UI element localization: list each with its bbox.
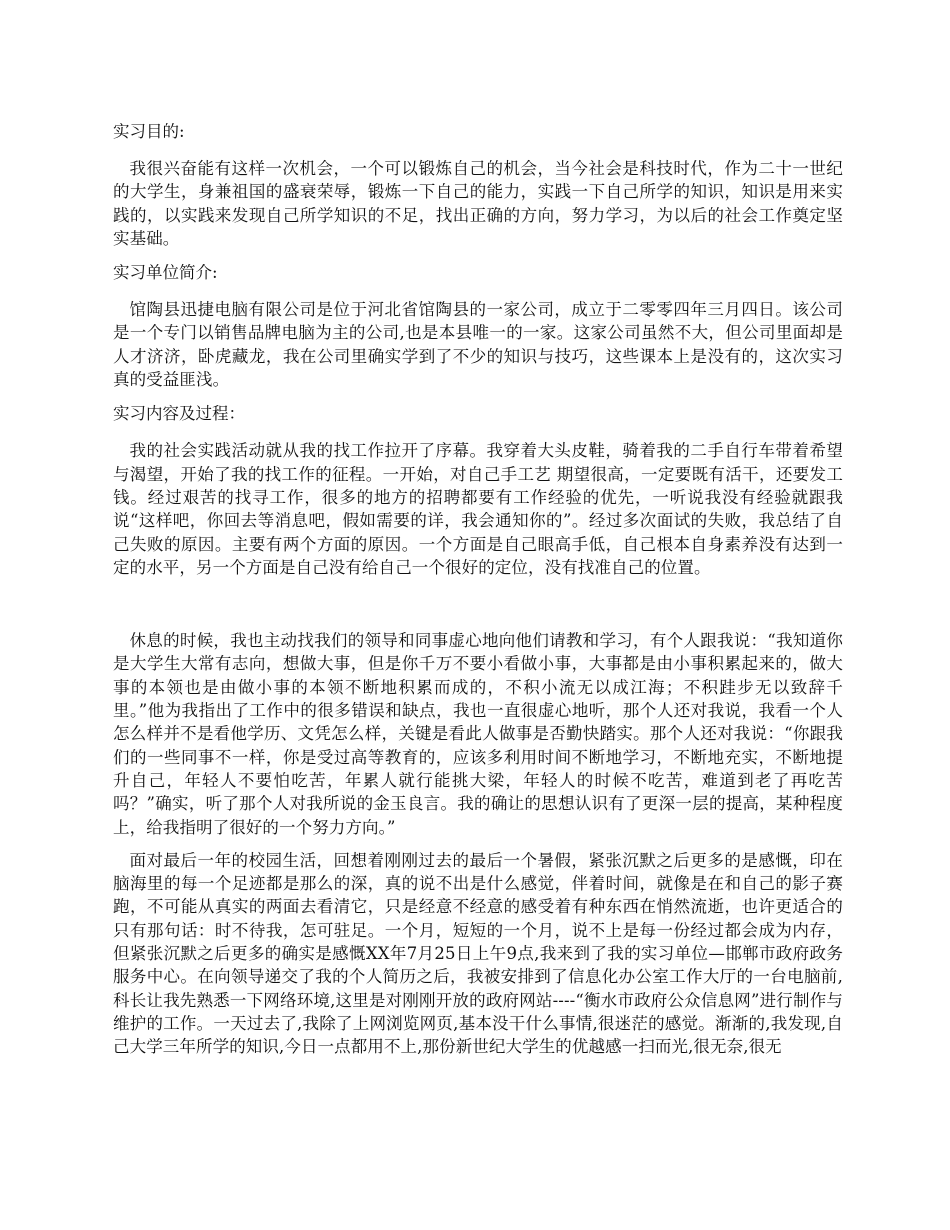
section-paragraph-process: 我的社会实践活动就从我的找工作拉开了序幕。我穿着大头皮鞋，骑着我的二手自行车带着希望与渴望，开始了我的找工作的征程。一开始，对自己手工艺 期望很高，一定要既有活干，还要发工钱。经过艰苦的找寻工作，很多的地方的招聘都要有工作经验的优先，一听说我没有经验就跟我说“这样吧，你回去等消息吧，假如需要的详，我会通知你的”。经过多次面试的失败，我总结了自己失败的原因。主要有两个方面的原因。一个方面是自己眼高手低，自己根本自身素养没有达到一定的水平，另一个方面是自己没有给自己一个很好的定位，没有找准自己的位置。 <box>113 441 843 577</box>
paragraph-final: 面对最后一年的校园生活，回想着刚刚过去的最后一个暑假，紧张沉默之后更多的是感慨，印在脑海里的每一个足迹都是那么的深，真的说不出是什么感觉，伴着时间，就像是在和自己的影子赛跑，不可能从真实的两面去看清它，只是经意不经意的感受着有种东西在悄然流逝，也许更适合的只有那句话：时不待我，怎可驻足。一个月，短短的一个月，说不上是每一份经过都会成为内存，但紧张沉默之后更多的确实是感慨XX年7月25日上午9点,我来到了我的实习单位—邯郸市政府政务服务中心。在向领导递交了我的个人简历之后，我被安排到了信息化办公室工作大厅的一台电脑前,科长让我先熟悉一下网络环境,这里是对刚刚开放的政府网站----“衡水市政府公众信息网”进行制作与维护的工作。一天过去了,我除了上网浏览网页,基本没干什么事情,很迷茫的感觉。渐渐的,我发现,自己大学三年所学的知识,今日一点都用不上,那份新世纪大学生的优越感一扫而光,很无奈,很无 <box>113 850 843 1057</box>
section-paragraph-company: 馆陶县迅捷电脑有限公司是位于河北省馆陶县的一家公司，成立于二零零四年三月四日。该公司是一个专门以销售品牌电脑为主的公司,也是本县唯一的一家。这家公司虽然不大，但公司里面却是人才济济，卧虎藏龙，我在公司里确实学到了不少的知识与技巧，这些课本上是没有的，这次实习真的受益匪浅。 <box>113 300 843 390</box>
section-heading-purpose: 实习目的: <box>113 122 185 141</box>
document-body <box>113 119 843 1069</box>
section-paragraph-purpose: 我很兴奋能有这样一次机会，一个可以锻炼自己的机会，当今社会是科技时代，作为二十一世纪的大学生，身兼祖国的盛衰荣辱，锻炼一下自己的能力，实践一下自己所学的知识，知识是用来实践的，以实践来发现自己所学知识的不足，找出正确的方向，努力学习，为以后的社会工作奠定坚实基础。 <box>113 159 843 248</box>
paragraph-gap <box>113 589 843 629</box>
paragraph-rest: 休息的时候，我也主动找我们的领导和同事虚心地向他们请教和学习，有个人跟我说：“我知道你是大学生大常有志向，想做大事，但是你千万不要小看做小事，大事都是由小事积累起来的，做大事的本领也是由做小事的本领不断地积累而成的，不积小流无以成江海；不积跬步无以致辞千里。”他为我指出了工作中的很多错误和缺点，我也一直很虚心地听，那个人还对我说，我看一个人怎么样并不是看他学历、文凭怎么样，关键是看此人做事是否勤快踏实。那个人还对我说：“你跟我们的一些同事不一样，你是受过高等教育的，应该多利用时间不断地学习，不断地充实，不断地提升自己，年轻人不要怕吃苦，年累人就行能挑大梁，年轻人的时候不吃苦，难道到老了再吃苦吗？”确实，听了那个人对我所说的金玉良言。我的确让的思想认识有了更深一层的提高，某种程度上，给我指明了很好的一个努力方向。” <box>113 631 843 837</box>
section-heading-process: 实习内容及过程： <box>113 404 245 424</box>
section-heading-company: 实习单位简介: <box>113 263 218 283</box>
